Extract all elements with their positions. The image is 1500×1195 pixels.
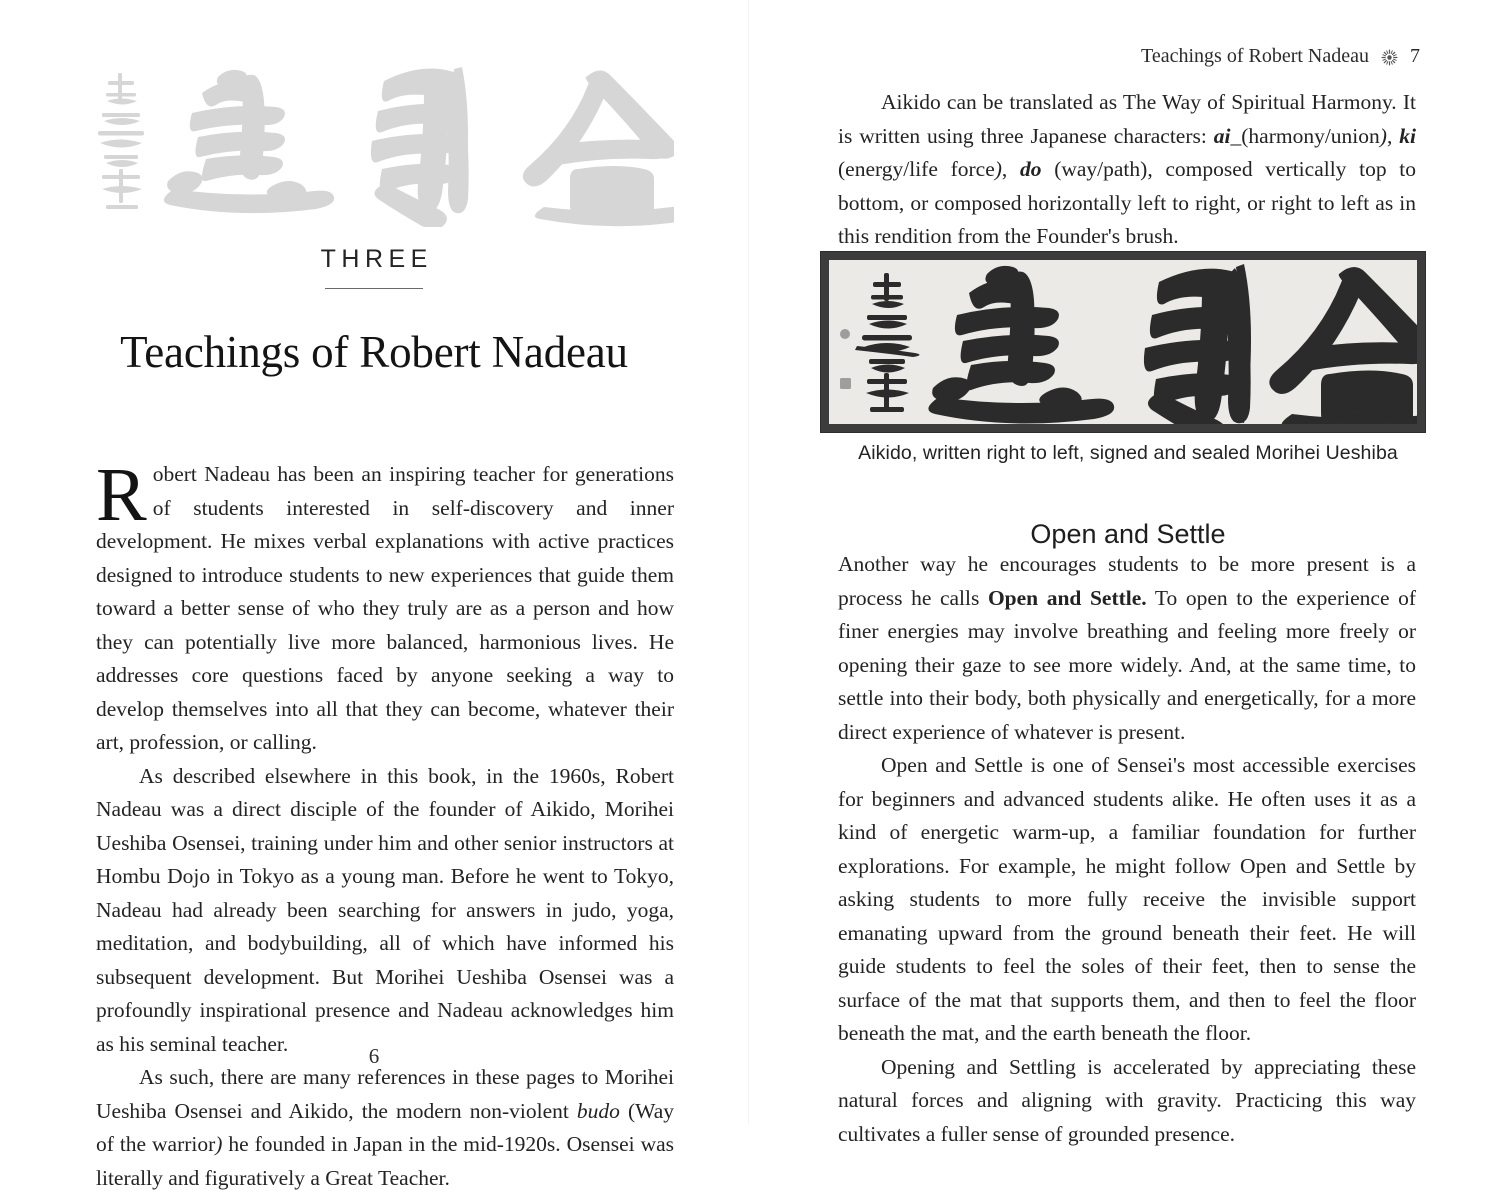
bold-term-open-and-settle: Open and Settle. <box>987 585 1147 610</box>
chapter-divider-rule <box>325 288 423 289</box>
text-segment: To open to the experience of finer energies may involve breathing and feeling more freely or opening their gaze to see more widely. And, at the same time, to settle into their body, both physically and energetically, for a more direct experience of whatever is present. <box>838 585 1416 744</box>
plate-caption: Aikido, written right to left, signed and sealed Morihei Ueshiba <box>858 442 1398 464</box>
text-segment: (Way of the warrior <box>96 1098 674 1156</box>
page-title: Teachings of Robert Nadeau <box>120 327 628 378</box>
text-segment: , <box>1001 157 1020 181</box>
drop-cap: R <box>96 453 147 537</box>
paragraph-open-and-settle-intro <box>838 548 1416 749</box>
text-segment: _(harmony/union <box>1230 123 1380 148</box>
paragraph-budo-reference <box>96 1061 674 1195</box>
calligraphy-plate-frame <box>820 251 1426 433</box>
flower-ornament-icon <box>1381 49 1398 66</box>
text-segment: he founded in Japan in the mid-1920s. Osensei was literally and figuratively a Great Teacher. <box>96 1132 675 1190</box>
italic-paren: ) <box>994 157 1002 181</box>
italic-paren: ) <box>215 1132 223 1156</box>
text-segment: , <box>1386 123 1400 148</box>
paragraph-text: obert Nadeau has been an inspiring teacher for generations of students interested in self-discovery and inner development. He mixes verbal explanations with active practices designed to introduce students to new experiences that guide them toward a better sense of who they truly are as a person and how they can potentially live more balanced, harmonious lives. He addresses core questions faced by anyone seeking a way to develop themselves into all that they can become, whatever their art, profession, or calling. <box>96 462 674 754</box>
aikido-calligraphy-watermark-icon <box>86 57 674 227</box>
running-head-title: Teachings of Robert Nadeau <box>1141 45 1369 67</box>
paragraph-grounded-presence: Opening and Settling is accelerated by appreciating these natural forces and aligning with gravity. Practicing this way cultivates a fuller sense of grounded presence. <box>838 1054 1416 1146</box>
paragraph-aikido-translation <box>838 86 1416 254</box>
right-intro-text <box>838 86 1416 254</box>
page-number-right: 7 <box>1410 45 1420 67</box>
paragraph-opening <box>96 453 674 760</box>
text-segment: (way/path), composed vertically top to bottom, or composed horizontally left to right, or right to left as in this rendition from the Founder's brush. <box>838 157 1417 248</box>
page-number-left: 6 <box>368 1044 380 1068</box>
right-page <box>748 0 1500 1146</box>
bold-italic-term-ai: ai <box>1213 123 1231 148</box>
chapter-number: THREE <box>320 245 433 273</box>
aikido-calligraphy-plate-icon <box>829 260 1417 424</box>
right-body-text <box>838 548 1416 1151</box>
paragraph-nadeau-biography: As described elsewhere in this book, in the 1960s, Robert Nadeau was a direct disciple of the founder of Aikido, Morihei Ueshiba Osensei, training under him and other senior instructors at Hombu Dojo in Tokyo as a young man. Before he went to Tokyo, Nadeau had already been searching for answers in judo, yoga, meditation, and bodybuilding, all of which have informed his subsequent development. But Morihei Ueshiba Osensei was a profoundly inspirational presence and Nadeau acknowledges him as his seminal teacher. <box>96 763 674 1056</box>
text-segment: Another way he encourages students to be more present is a process he calls <box>838 552 1416 610</box>
italic-term-budo: budo <box>576 1098 620 1123</box>
running-head <box>1141 45 1420 68</box>
text-segment: Aikido can be translated as The Way of Spiritual Harmony. It is written using three Japanese characters: <box>838 90 1416 148</box>
bold-italic-term-do: do <box>1020 157 1042 181</box>
left-body-text <box>96 453 675 1195</box>
text-segment: (energy/life force <box>838 157 995 181</box>
text-segment: As such, there are many references in these pages to Morihei Ueshiba Osensei and Aikido, the modern non-violent <box>96 1065 674 1123</box>
italic-paren: ) <box>1379 123 1387 148</box>
section-heading: Open and Settle <box>1030 519 1226 550</box>
page-gutter <box>748 0 749 1125</box>
bold-italic-term-ki: ki <box>1399 123 1416 148</box>
left-page <box>0 0 748 1190</box>
paragraph-exercises: Open and Settle is one of Sensei's most accessible exercises for beginners and advanced students alike. He often uses it as a kind of energetic warm-up, a familiar foundation for further explorations. For example, he might follow Open and Settle by asking students to more fully receive the invisible support emanating upward from the ground beneath their feet. He will guide students to feel the soles of their feet, then to sense the surface of the mat that supports them, and then to feel the floor beneath the mat, and the earth beneath the floor. <box>838 753 1416 1045</box>
